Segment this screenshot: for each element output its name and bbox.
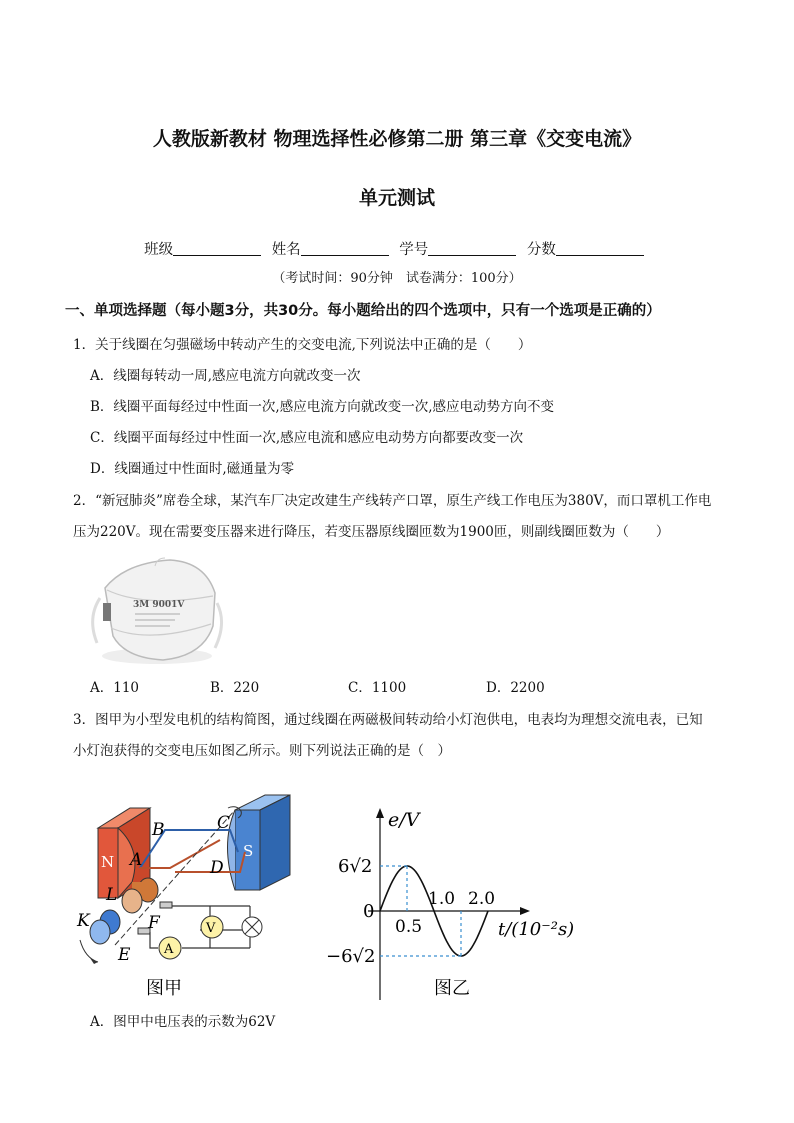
graph-ytop: 6√2 xyxy=(338,856,373,877)
q2-stem-2: 压为220V。现在需要变压器来进行降压，若变压器原线圈匝数为1900匝，则副线圈匝数为（ ） xyxy=(73,524,670,540)
graph-origin: 0 xyxy=(363,901,375,922)
ammeter-label: A xyxy=(164,942,174,957)
q2-option-d: D．2200 xyxy=(486,680,545,696)
graph-xlabel: t/(10⁻²s) xyxy=(498,919,575,940)
q3-option-a: A．图甲中电压表的示数为62V xyxy=(90,1014,276,1030)
q3-stem-1: 3．图甲为小型发电机的结构简图，通过线圈在两磁极间转动给小灯泡供电，电表均为理想交流电表，已知 xyxy=(73,712,703,728)
q2-option-b: B．220 xyxy=(210,680,260,696)
graph-ylabel: e/V xyxy=(388,809,420,831)
label-b: B xyxy=(152,820,165,840)
name-label: 姓名 xyxy=(271,242,301,258)
label-e: E xyxy=(118,945,131,965)
north-pole-label: N xyxy=(101,853,115,871)
generator-figure xyxy=(70,790,310,1002)
graph-xtick-2: 2.0 xyxy=(468,889,496,909)
exam-note: （考试时间：90分钟 试卷满分：100分） xyxy=(272,271,522,286)
voltage-graph xyxy=(318,800,578,1004)
label-l: L xyxy=(106,885,118,905)
south-pole-label: S xyxy=(243,842,254,860)
graph-ybottom: −6√2 xyxy=(326,946,376,967)
graph-xtick-0: 0.5 xyxy=(395,917,423,937)
q1-stem: 1．关于线圈在匀强磁场中转动产生的交变电流,下列说法中正确的是（ ） xyxy=(73,337,532,353)
voltmeter-label: V xyxy=(206,921,216,936)
label-d: D xyxy=(210,858,224,878)
q1-option-c: C．线圈平面每经过中性面一次,感应电流和感应电动势方向都要改变一次 xyxy=(90,430,524,446)
student-info-row xyxy=(0,238,794,259)
mask-label: 3M 9001V xyxy=(133,600,185,610)
graph-xtick-1: 1.0 xyxy=(428,889,456,909)
id-label: 学号 xyxy=(399,242,429,258)
id-blank[interactable] xyxy=(428,240,516,256)
q3-stem-2: 小灯泡获得的交变电压如图乙所示。则下列说法正确的是（ ） xyxy=(73,743,451,759)
score-label: 分数 xyxy=(526,242,556,258)
fig2-caption: 图乙 xyxy=(434,978,470,999)
q1-option-d: D．线圈通过中性面时,磁通量为零 xyxy=(90,461,295,477)
q1-option-b: B．线圈平面每经过中性面一次,感应电流方向就改变一次,感应电动势方向不变 xyxy=(90,399,555,415)
class-blank[interactable] xyxy=(173,240,261,256)
q2-option-c: C．1100 xyxy=(348,680,407,696)
label-f: F xyxy=(148,913,160,933)
score-blank[interactable] xyxy=(556,240,644,256)
doc-subtitle: 单元测试 xyxy=(358,187,435,209)
q2-option-a: A．110 xyxy=(90,680,140,696)
name-blank[interactable] xyxy=(301,240,389,256)
mask-image xyxy=(85,548,225,670)
q1-option-a: A．线圈每转动一周,感应电流方向就改变一次 xyxy=(90,368,361,384)
fig1-caption: 图甲 xyxy=(146,978,182,999)
q2-stem-1: 2．“新冠肺炎”席卷全球，某汽车厂决定改建生产线转产口罩，原生产线工作电压为380V，而口罩机工作电 xyxy=(73,493,712,509)
label-c: C xyxy=(217,813,231,833)
doc-title: 人教版新教材 物理选择性必修第二册 第三章《交变电流》 xyxy=(152,128,642,150)
label-a: A xyxy=(130,850,143,870)
label-k: K xyxy=(77,911,90,931)
class-label: 班级 xyxy=(144,242,174,258)
section-heading: 一、单项选择题（每小题3分，共30分。每小题给出的四个选项中，只有一个选项是正确的） xyxy=(65,303,661,319)
